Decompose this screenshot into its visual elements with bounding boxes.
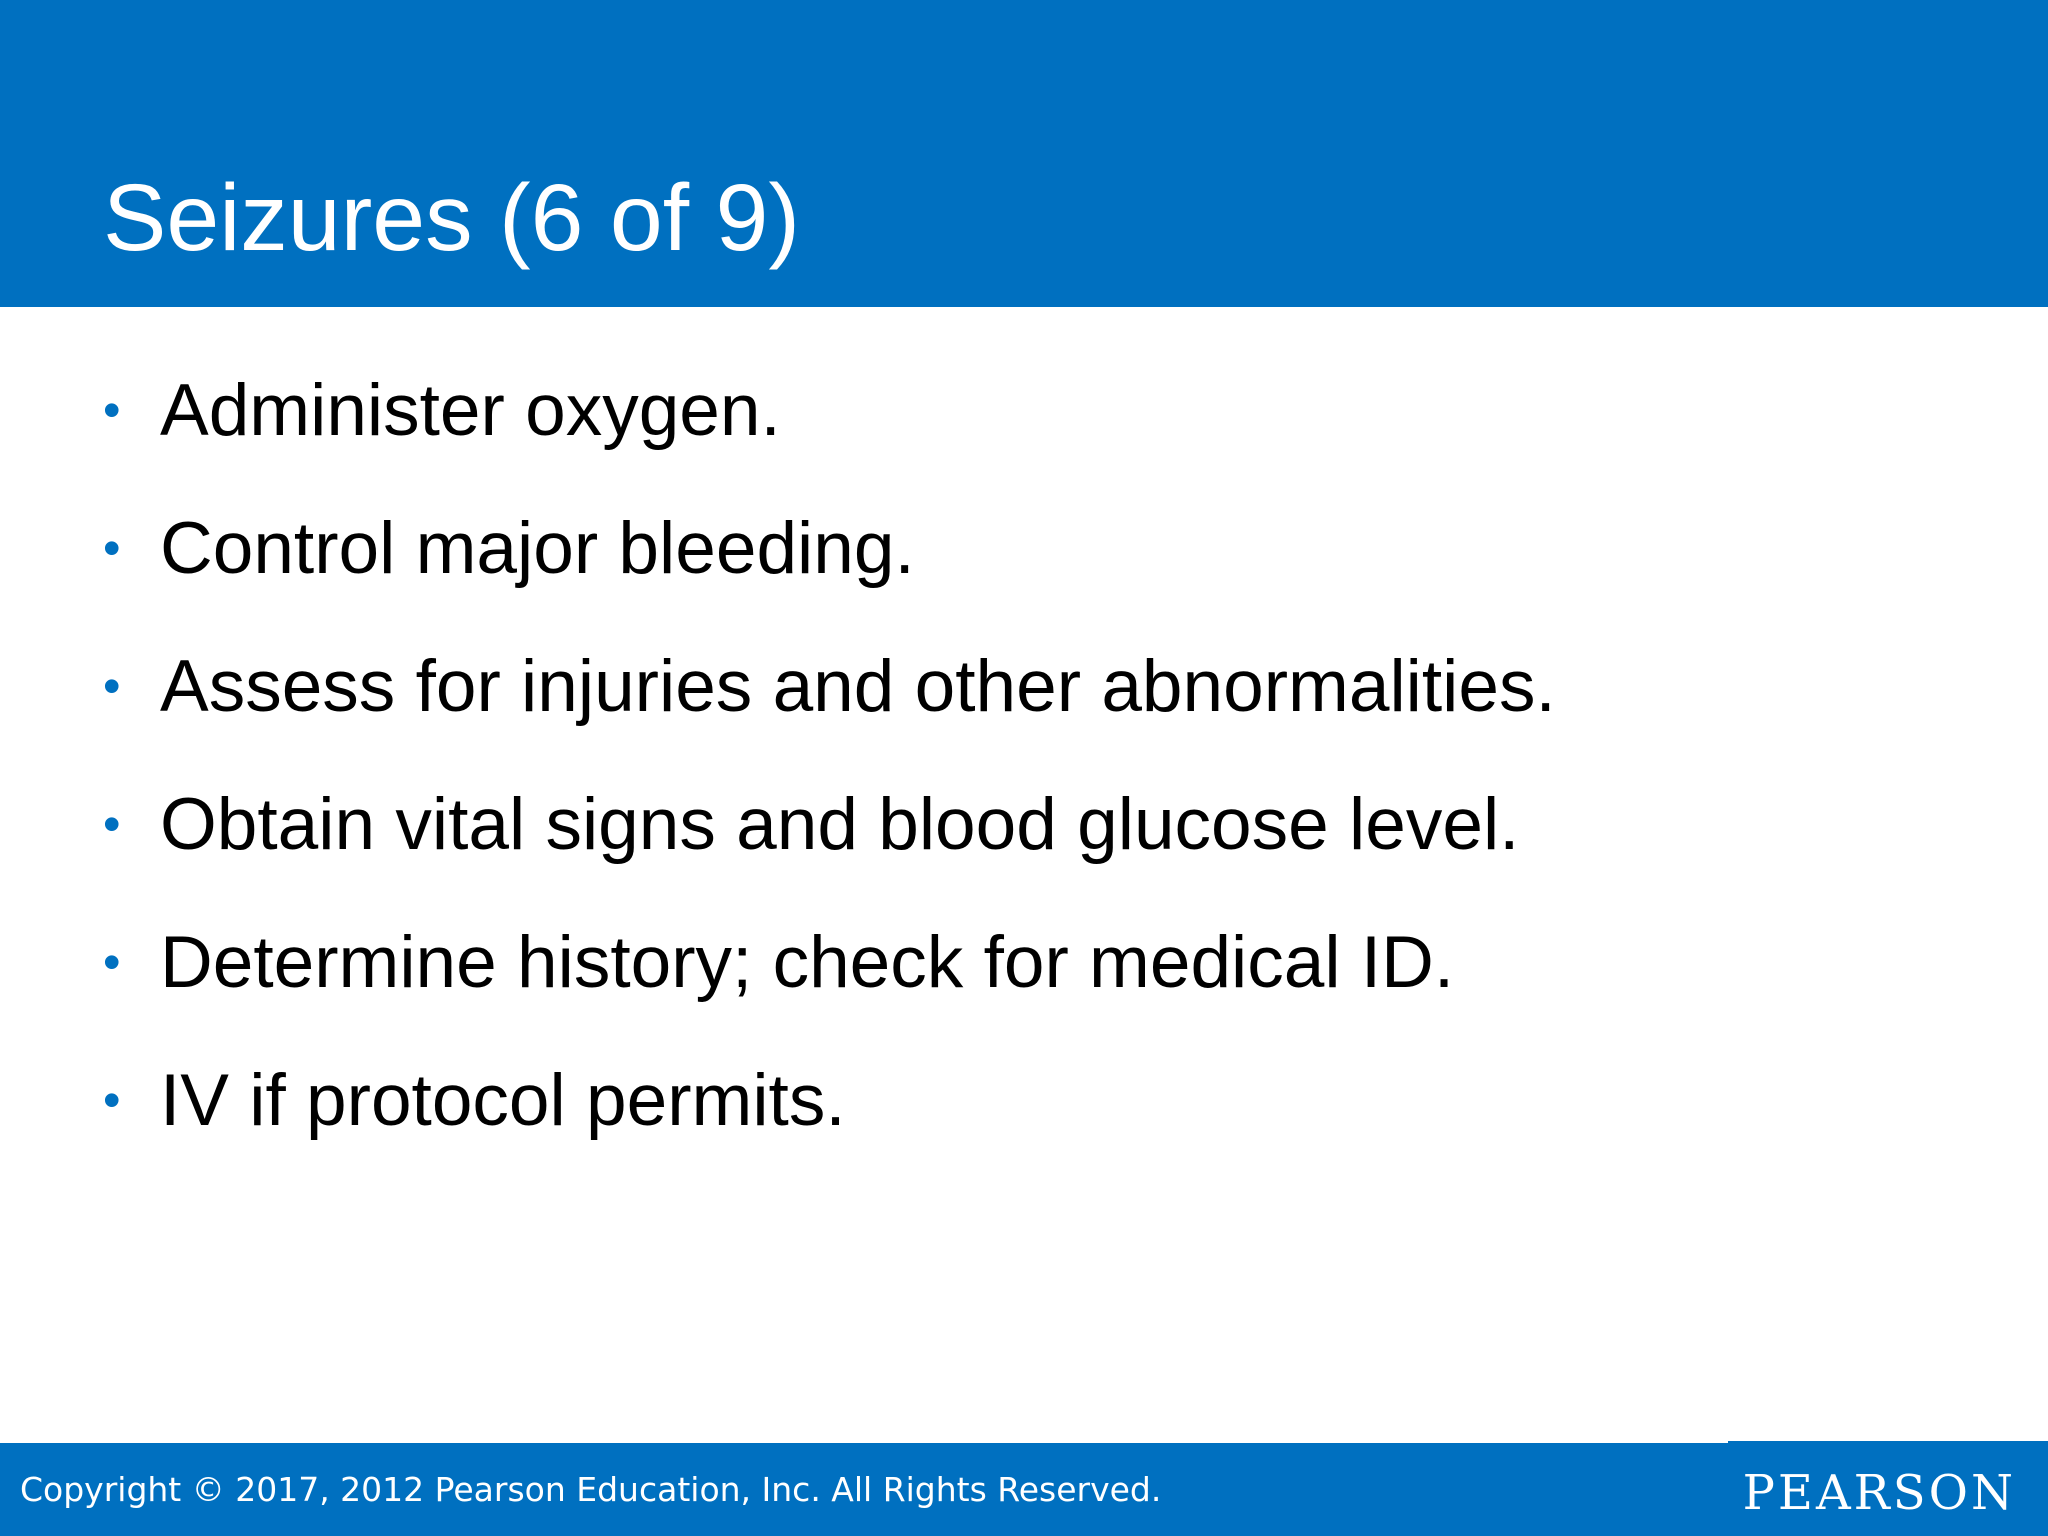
bullet-icon: • [103,934,121,990]
bullet-item [103,1055,846,1145]
bullet-item [103,917,1454,1007]
bullet-icon: • [103,658,121,714]
bullet-icon: • [103,796,121,852]
bullet-text: Obtain vital signs and blood glucose level. [160,783,1520,865]
copyright-text: Copyright © 2017, 2012 Pearson Education, Inc. All Rights Reserved. [20,1470,1162,1509]
bullet-text: Control major bleeding. [160,507,915,589]
bullet-item [103,779,1519,869]
bullet-icon: • [103,520,121,576]
bullet-icon: • [103,1072,121,1128]
pearson-logo [1728,1441,2048,1536]
bullet-text: Assess for injuries and other abnormalities. [160,645,1556,727]
slide-title: Seizures (6 of 9) [103,165,800,271]
bullet-text: IV if protocol permits. [160,1059,846,1141]
bullet-item [103,641,1556,731]
bullet-item [103,503,915,593]
bullet-text: Administer oxygen. [160,369,781,451]
bullet-icon: • [103,382,121,438]
pearson-logo-text: PEARSON [1742,1464,2016,1521]
bullet-text: Determine history; check for medical ID. [160,921,1455,1003]
bullet-item [103,365,781,455]
